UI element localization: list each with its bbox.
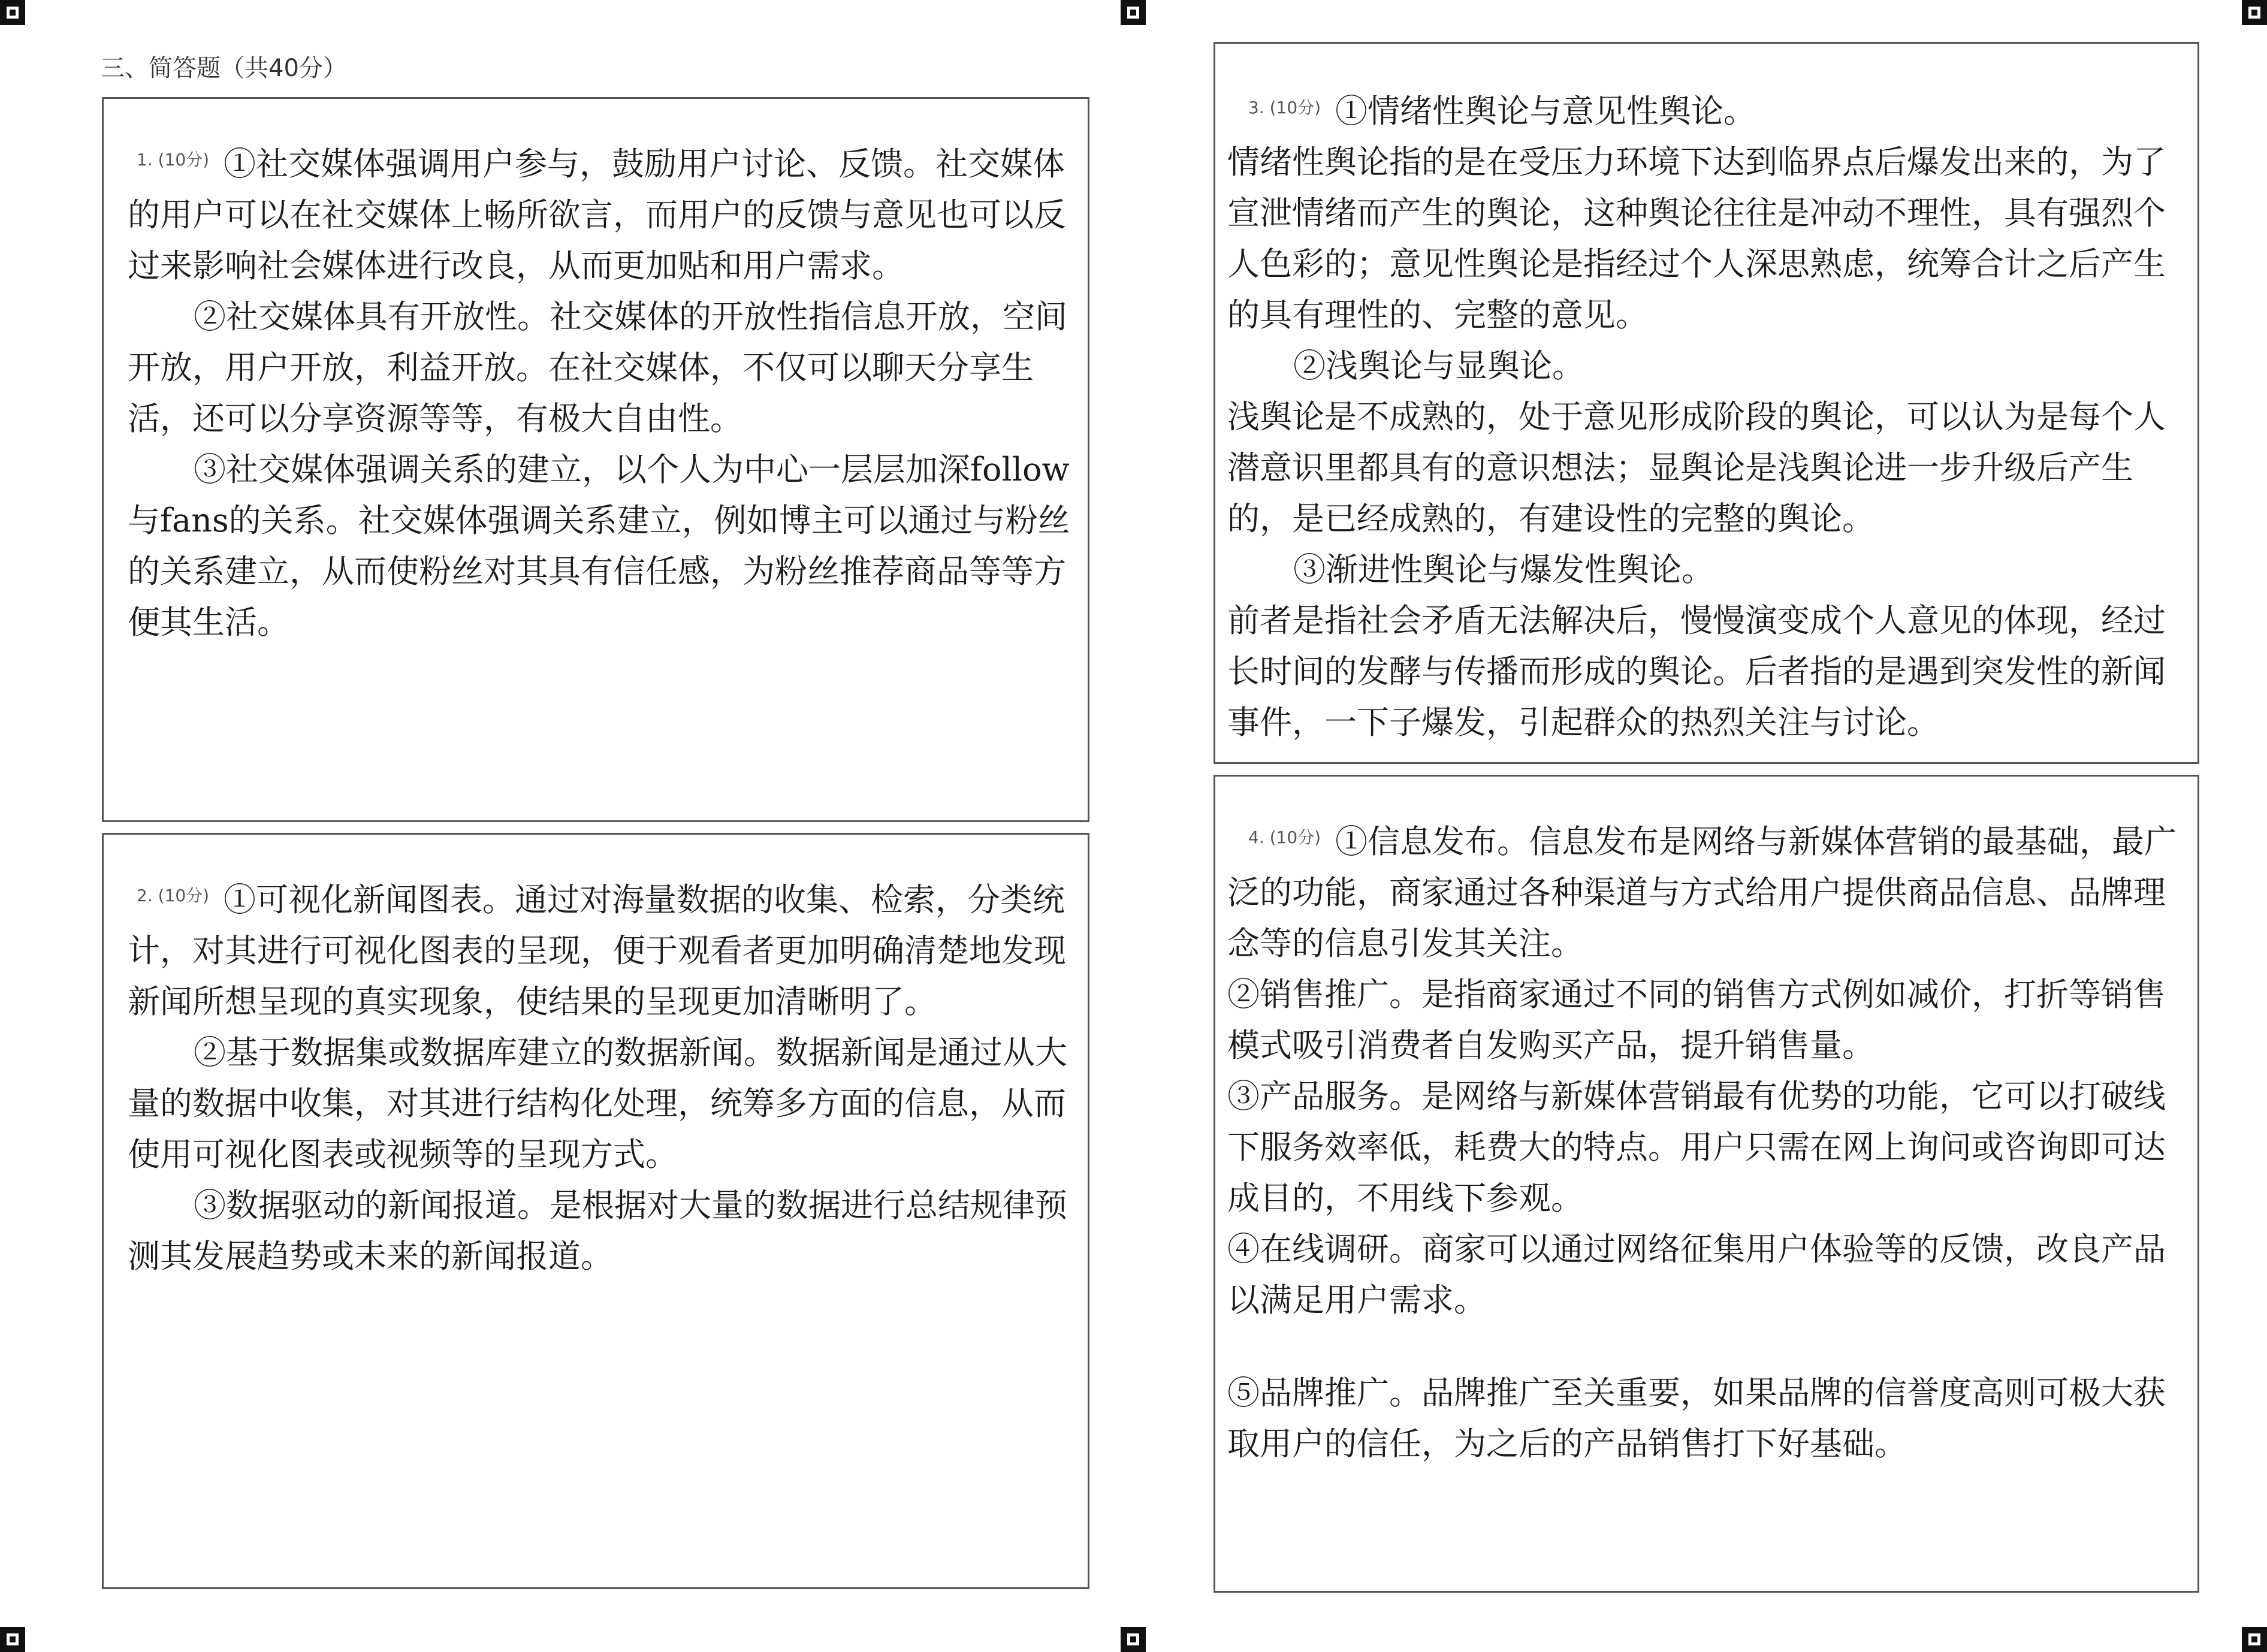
answer-paragraph: ④在线调研。商家可以通过网络征集用户体验等的反馈，改良产品以满足用户需求。 bbox=[1227, 1230, 2166, 1319]
question-number: 3. (10分) bbox=[1248, 98, 1321, 117]
answer-paragraph: ①社交媒体强调用户参与，鼓励用户讨论、反馈。社交媒体的用户可以在社交媒体上畅所欲言，而用户的反馈与意见也可以反过来影响社会媒体进行改良，从而更加贴和用户需求。 bbox=[128, 145, 1066, 285]
section-title: 三、简答题（共40分） bbox=[101, 55, 347, 82]
answer-paragraph: ②销售推广。是指商家通过不同的销售方式例如减价，打折等销售模式吸引消费者自发购买产品，提升销售量。 bbox=[1227, 976, 2166, 1064]
answer-paragraph: ②社交媒体具有开放性。社交媒体的开放性指信息开放，空间开放，用户开放，利益开放。在社交媒体，不仅可以聊天分享生活，还可以分享资源等等，有极大自由性。 bbox=[128, 298, 1067, 437]
answer-text bbox=[1227, 816, 2186, 1469]
answer-paragraph: ①信息发布。信息发布是网络与新媒体营销的最基础，最广泛的功能，商家通过各种渠道与方式给用户提供商品信息、品牌理念等的信息引发其关注。 bbox=[1227, 823, 2177, 962]
answer-text bbox=[1227, 86, 2186, 748]
registration-marker-top-center bbox=[1121, 0, 1146, 25]
answer-text bbox=[128, 874, 1074, 1282]
answer-paragraph: ③社交媒体强调关系的建立，以个人为中心一层层加深follow与fans的关系。社交媒体强调关系建立，例如博主可以通过与粉丝的关系建立，从而使粉丝对其具有信任感，为粉丝推荐商品等等方便其生活。 bbox=[128, 451, 1070, 641]
answer-box-q1 bbox=[102, 97, 1089, 822]
question-number: 4. (10分) bbox=[1248, 827, 1321, 847]
answer-paragraph: ⑤品牌推广。品牌推广至关重要，如果品牌的信誉度高则可极大获取用户的信任，为之后的产品销售打下好基础。 bbox=[1227, 1374, 2166, 1463]
answer-paragraph: ③数据驱动的新闻报道。是根据对大量的数据进行总结规律预测其发展趋势或未来的新闻报道。 bbox=[128, 1186, 1067, 1275]
answer-paragraph: ③渐进性舆论与爆发性舆论。 bbox=[1293, 551, 1714, 588]
answer-paragraph: ③产品服务。是网络与新媒体营销最有优势的功能，它可以打破线下服务效率低，耗费大的特点。用户只需在网上询问或咨询即可达成目的，不用线下参观。 bbox=[1227, 1077, 2166, 1217]
answer-paragraph: ①可视化新闻图表。通过对海量数据的收集、检索，分类统计，对其进行可视化图表的呈现，便于观看者更加明确清楚地发现新闻所想呈现的真实现象，使结果的呈现更加清晰明了。 bbox=[128, 881, 1066, 1020]
question-number: 1. (10分) bbox=[137, 150, 210, 170]
answer-box-q4 bbox=[1214, 775, 2199, 1593]
answer-box-q2 bbox=[102, 833, 1089, 1589]
registration-marker-bottom-left bbox=[0, 1627, 25, 1652]
registration-marker-bottom-right bbox=[2242, 1627, 2267, 1652]
answer-paragraph: 情绪性舆论指的是在受压力环境下达到临界点后爆发出来的，为了宣泄情绪而产生的舆论，这种舆论往往是冲动不理性，具有强烈个人色彩的；意见性舆论是指经过个人深思熟虑，统筹合计之后产生的具有理性的、完整的意见。 bbox=[1227, 143, 2166, 334]
answer-paragraph: 浅舆论是不成熟的，处于意见形成阶段的舆论，可以认为是每个人潜意识里都具有的意识想法；显舆论是浅舆论进一步升级后产生的，是已经成熟的，有建设性的完整的舆论。 bbox=[1227, 398, 2166, 537]
answer-paragraph: ②浅舆论与显舆论。 bbox=[1293, 347, 1584, 385]
answer-box-q3 bbox=[1214, 42, 2199, 764]
answer-paragraph: 前者是指社会矛盾无法解决后，慢慢演变成个人意见的体现，经过长时间的发酵与传播而形成的舆论。后者指的是遇到突发性的新闻事件，一下子爆发，引起群众的热烈关注与讨论。 bbox=[1227, 602, 2166, 741]
registration-marker-top-right bbox=[2242, 0, 2267, 25]
answer-text bbox=[128, 138, 1074, 648]
registration-marker-bottom-center bbox=[1121, 1627, 1146, 1652]
answer-paragraph: ②基于数据集或数据库建立的数据新闻。数据新闻是通过从大量的数据中收集，对其进行结构化处理，统筹多方面的信息，从而使用可视化图表或视频等的呈现方式。 bbox=[128, 1034, 1067, 1173]
question-number: 2. (10分) bbox=[137, 886, 210, 905]
registration-marker-top-left bbox=[0, 0, 25, 25]
answer-paragraph: ①情绪性舆论与意见性舆论。 bbox=[1335, 92, 1756, 130]
